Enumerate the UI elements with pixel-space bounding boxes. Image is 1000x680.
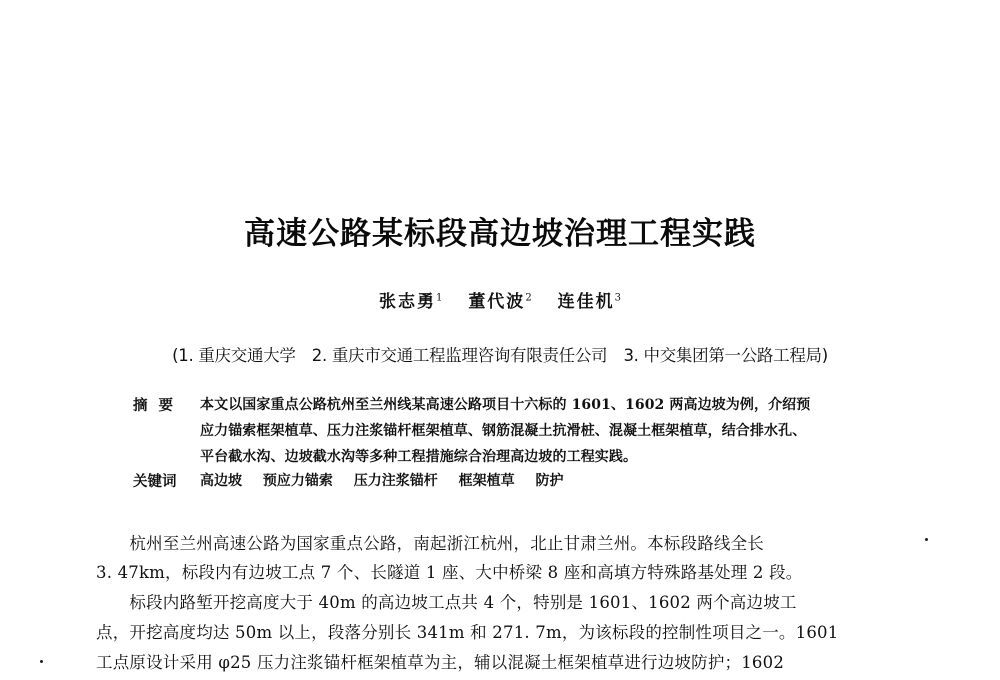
keyword-list: [200, 470, 580, 490]
body-text-line: 3. 47km，标段内有边坡工点 7 个、长隧道 1 座、大中桥梁 8 座和高填方特殊路基处理 2 段。: [96, 563, 803, 582]
abstract-line: 本文以国家重点公路杭州至兰州线某高速公路项目十六标的 1601、1602 两高边坡为例，介绍预: [200, 397, 811, 413]
body-text-line: 标段内路堑开挖高度大于 40m 的高边坡工点共 4 个，特别是 1601、1602 两个高边坡工: [96, 593, 797, 612]
author-list: [0, 287, 1000, 312]
author-name: 连佳机: [557, 292, 615, 312]
keyword: 防护: [535, 473, 564, 489]
author-3: [558, 292, 621, 312]
affiliations: (1. 重庆交通大学 2. 重庆市交通工程监理咨询有限责任公司 3. 中交集团第一公路工程局): [172, 346, 828, 365]
author-2: [468, 292, 531, 312]
author-name: 张志勇: [379, 292, 437, 312]
keyword: 预应力锚索: [262, 473, 333, 489]
abstract-line: 平台截水沟、边坡截水沟等多种工程措施综合治理高边坡的工程实践。: [200, 449, 638, 465]
keywords-label: 关键词: [133, 474, 177, 490]
body-text-line: 工点原设计采用 φ25 压力注浆锚杆框架植草为主，辅以混凝土框架植草进行边坡防护；1602: [96, 653, 785, 672]
keyword: 框架植草: [458, 473, 515, 489]
author-affil-index: 1: [436, 292, 443, 304]
author-affil-index: 3: [614, 292, 621, 304]
abstract-label: 摘要: [133, 398, 184, 414]
author-name: 董代波: [468, 292, 526, 312]
body-text-line: 点，开挖高度均达 50m 以上，段落分别长 341m 和 271. 7m，为该标段的控制性项目之一。1601: [96, 623, 839, 642]
body-text-line: 杭州至兰州高速公路为国家重点公路，南起浙江杭州，北止甘肃兰州。本标段路线全长: [96, 534, 764, 553]
keyword: 压力注浆锚杆: [353, 473, 438, 489]
paper-title: 高速公路某标段高边坡治理工程实践: [244, 216, 756, 252]
abstract-line: 应力锚索框架植草、压力注浆锚杆框架植草、钢筋混凝土抗滑桩、混凝土框架植草，结合排水孔、: [200, 423, 807, 439]
keyword: 高边坡: [200, 473, 242, 489]
scan-speck: [40, 660, 43, 663]
author-affil-index: 2: [525, 292, 532, 304]
author-1: [379, 292, 442, 312]
scan-speck: [925, 538, 928, 541]
